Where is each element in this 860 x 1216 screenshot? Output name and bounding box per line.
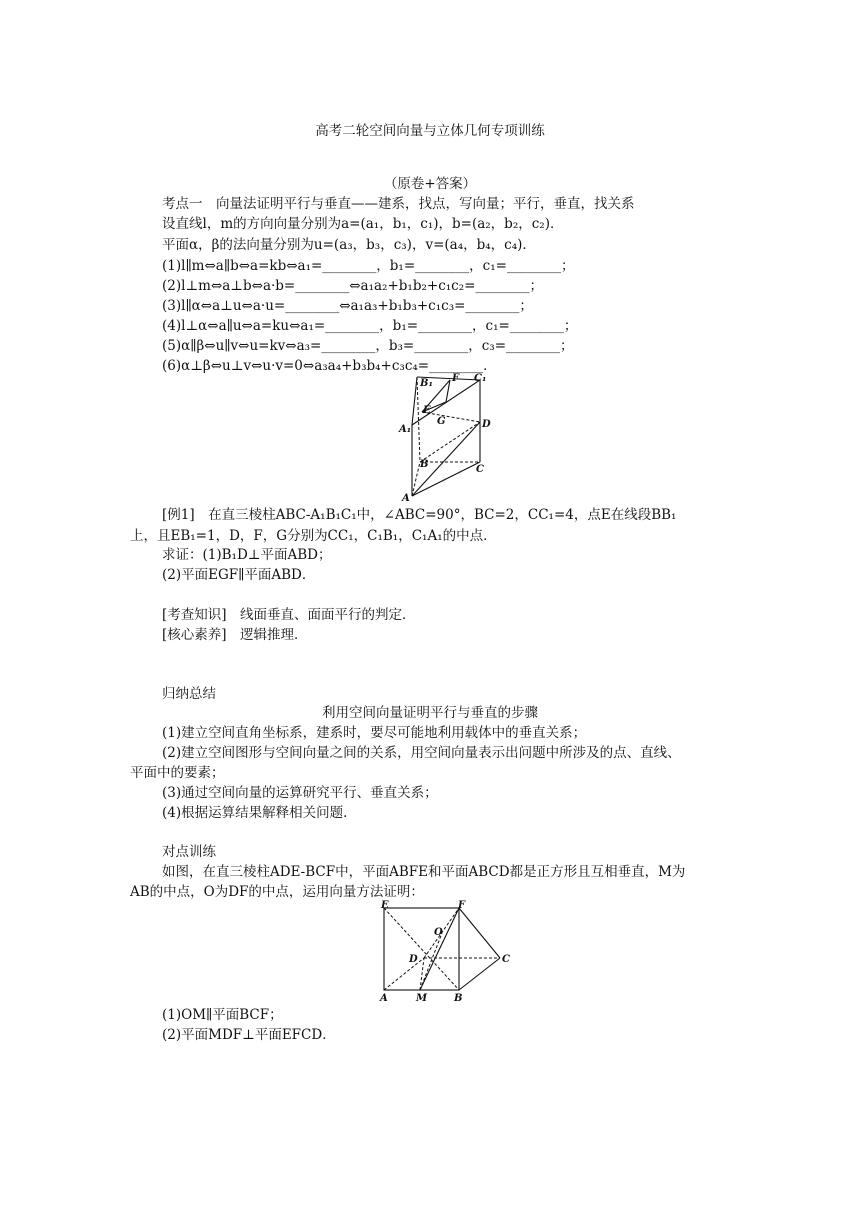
label-m: M (416, 993, 428, 1004)
label-o: O (434, 927, 443, 938)
rule-item-5: (5)α∥β⇔u∥v⇔u=kv⇔a₃=________，b₃=________，c₃=________； (162, 338, 574, 354)
label-a: A (402, 493, 410, 502)
label-g: G (437, 416, 446, 427)
literacy-note: [核心素养] 逻辑推理． (162, 627, 308, 643)
label-b1: B₁ (420, 378, 433, 389)
example-line-2: 上，且EB₁=1，D，F，G分别为CC₁，C₁B₁，C₁A₁的中点． (130, 528, 497, 544)
summary-step-1: (1)建立空间直角坐标系，建系时，要尽可能地利用载体中的垂直关系； (162, 725, 587, 741)
label-d2: D (409, 954, 418, 965)
practice-question-2: (2)平面MDF⊥平面EFCD． (162, 1027, 336, 1043)
summary-step-4: (4)根据运算结果解释相关问题． (162, 805, 357, 821)
label-a1: A₁ (399, 424, 412, 435)
rule-item-3: (3)l∥α⇔a⊥u⇔a·u=________⇔a₁a₃+b₁b₃+c₁c₃=________； (162, 298, 533, 314)
direction-vectors-line: 设直线l，m的方向向量分别为a=(a₁，b₁，c₁)，b=(a₂，b₂，c₂)． (162, 216, 564, 232)
page-title: 高考二轮空间向量与立体几何专项训练 (315, 123, 545, 139)
summary-heading: 归纳总结 (162, 686, 216, 702)
practice-question-1: (1)OM∥平面BCF； (162, 1007, 283, 1023)
page-subtitle: （原卷+答案） (383, 176, 477, 192)
example-prove-1: 求证：(1)B₁D⊥平面ABD； (162, 547, 332, 563)
rule-item-1: (1)l∥m⇔a∥b⇔a=kb⇔a₁=________，b₁=________，c₁=________； (162, 258, 575, 274)
normal-vectors-line: 平面α，β的法向量分别为u=(a₃，b₃，c₃)，v=(a₄，b₄，c₄)． (162, 237, 536, 253)
label-d: D (482, 419, 491, 430)
label-c: C (476, 464, 484, 475)
example-line-1: [例1] 在直三棱柱ABC-A₁B₁C₁中，∠ABC=90°，BC=2，CC₁=4，点E在线段BB₁ (162, 507, 677, 523)
practice-line-2: AB的中点，O为DF的中点，运用向量方法证明： (130, 884, 424, 900)
practice-line-1: 如图，在直三棱柱ADE-BCF中，平面ABFE和平面ABCD都是正方形且互相垂直，M为 (162, 864, 686, 880)
rule-item-6: (6)α⊥β⇔u⊥v⇔u·v=0⇔a₃a₄+b₃b₄+c₃c₄=________． (162, 358, 497, 374)
label-e: E (423, 405, 431, 416)
label-f2: F (458, 900, 466, 911)
practice-heading: 对点训练 (162, 844, 216, 860)
label-e2: E (381, 900, 389, 911)
example-prove-2: (2)平面EGF∥平面ABD． (162, 567, 316, 583)
summary-step-2: (2)建立空间图形与空间向量之间的关系，用空间向量表示出问题中所涉及的点、直线、 (162, 745, 681, 761)
prism-figure (392, 370, 502, 502)
summary-step-2-cont: 平面中的要素； (130, 765, 225, 781)
label-a2: A (380, 993, 388, 1004)
label-c2: C (502, 954, 510, 965)
summary-step-3: (3)通过空间向量的运算研究平行、垂直关系； (162, 785, 438, 801)
cube-figure (376, 900, 516, 1006)
section-heading: 考点一 向量法证明平行与垂直——建系，找点，写向量；平行，垂直，找关系 (162, 196, 635, 212)
label-b2: B (454, 993, 463, 1004)
rule-item-4: (4)l⊥α⇔a∥u⇔a=ku⇔a₁=________，b₁=________，c₁=________； (162, 318, 578, 334)
label-c1: C₁ (474, 373, 487, 384)
knowledge-note: [考查知识] 线面垂直、面面平行的判定． (162, 607, 416, 623)
rule-item-2: (2)l⊥m⇔a⊥b⇔a·b=________⇔a₁a₂+b₁b₂+c₁c₂=________； (162, 278, 543, 294)
summary-title: 利用空间向量证明平行与垂直的步骤 (322, 705, 538, 721)
label-b: B (420, 459, 429, 470)
label-f: F (452, 373, 460, 384)
